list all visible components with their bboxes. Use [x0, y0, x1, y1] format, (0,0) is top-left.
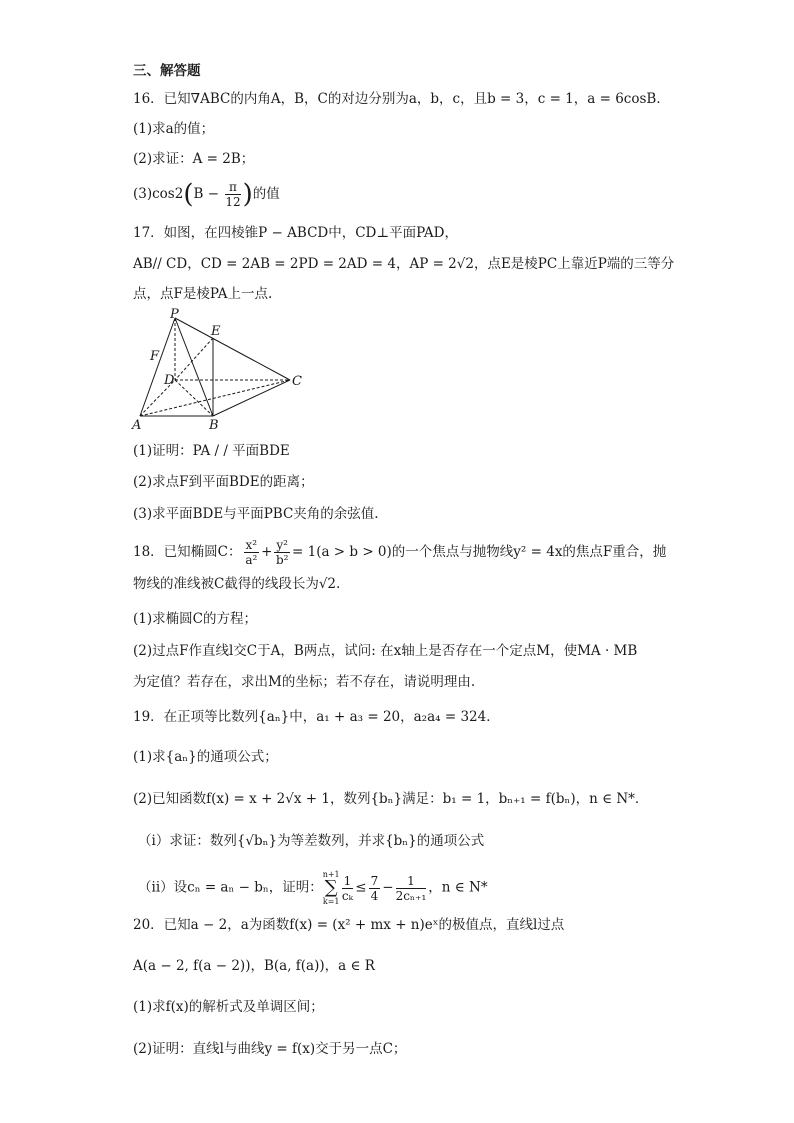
q16-part2: (2)求证：A = 2B；	[133, 151, 255, 167]
q17-part1: (1)证明：PA / / 平面BDE	[133, 443, 290, 459]
q16-part3-post: 的值	[252, 186, 280, 202]
q19-stem: 19．在正项等比数列{aₙ}中，a₁ + a₃ = 20，a₂a₄ = 324．	[133, 709, 500, 725]
q20-line2: A(a − 2, f(a − 2))，B(a, f(a))，a ∈ R	[133, 958, 375, 974]
section-heading: 三、解答题	[133, 63, 201, 79]
q20-part1: (1)求f(x)的解析式及单调区间；	[133, 999, 324, 1015]
q20-part2: (2)证明：直线l与曲线y = f(x)交于另一点C；	[133, 1041, 407, 1057]
q18-part2: (2)过点F作直线l交C于A，B两点，试问: 在x轴上是否存在一个定点M，使MA · MB	[133, 643, 638, 659]
q19-part2: (2)已知函数f(x) = x + 2√x + 1，数列{bₙ}满足：b₁ = 1，bₙ₊₁ = f(bₙ)，n ∈ N*．	[133, 791, 649, 807]
edge-db	[175, 380, 213, 416]
edge-ac	[140, 380, 290, 416]
q18-part2b: 为定值？若存在，求出M的坐标；若不存在，请说明理由.	[133, 674, 476, 690]
q18-line2: 物线的准线被C截得的线段长为√2.	[133, 576, 341, 592]
summation: n+1 ∑ k=1	[322, 870, 340, 906]
edge-pa	[140, 318, 175, 416]
q17-part3: (3)求平面BDE与平面PBC夹角的余弦值.	[133, 506, 379, 522]
q16-part3-pre: (3)cos2	[133, 186, 184, 202]
edge-pb	[175, 318, 213, 416]
pyramid-figure	[130, 308, 310, 430]
q17-line2: AB// CD，CD = 2AB = 2PD = 2AD = 4，AP = 2√2，点E是棱PC上靠近P端的三等分	[133, 256, 675, 272]
q17-line1: 17．如图，在四棱锥P − ABCD中，CD⊥平面PAD，	[133, 225, 458, 241]
label-f: F	[150, 349, 160, 364]
q19-part1: (1)求{aₙ}的通项公式；	[133, 749, 278, 765]
label-e: E	[211, 324, 221, 339]
q20-stem: 20．已知a − 2，a为函数f(x) = (x² + mx + n)eˣ的极值点，直线l过点	[133, 917, 565, 933]
q16-fraction: $\frac{\pi}{12}$	[225, 180, 241, 209]
q19-part-ii: （ii）设cₙ = aₙ − bₙ，证明： n+1 ∑ k=1 $\frac{1}{\text{cₖ}}$ ≤ $\frac{7}{4}$ − $\frac{1}{\text{2cₙ₊₁}}$ ，n ∈ N*	[138, 870, 488, 906]
edge-ed	[175, 338, 213, 380]
label-a: A	[132, 418, 142, 430]
label-b: B	[209, 418, 219, 430]
edge-pc	[175, 318, 290, 380]
q18-x-fraction: $\frac{\text{x²}}{\text{a²}}$	[245, 538, 258, 567]
q18-y-fraction: $\frac{\text{y²}}{\text{b²}}$	[275, 538, 289, 567]
q16-stem: 16．已知∇ABC的内角A，B，C的对边分别为a，b，c，且b = 3，c = 1，a = 6cosB．	[133, 91, 670, 107]
label-d: D	[164, 373, 175, 388]
label-c: C	[292, 374, 302, 389]
q19-part-i: （i）求证：数列{√bₙ}为等差数列，并求{bₙ}的通项公式	[138, 833, 485, 849]
q17-line3: 点，点F是棱PA上一点.	[133, 286, 273, 302]
q16-part3-inner: B −	[193, 186, 220, 202]
q18-line1: 18．已知椭圆C： $\frac{\text{x²}}{\text{a²}}$ + $\frac{\text{y²}}{\text{b²}}$ = 1(a > b > 0)的一个焦点与抛物线y² = 4x的焦点F重合，抛	[133, 538, 667, 567]
edge-bc	[213, 380, 290, 416]
q18-part1: (1)求椭圆C的方程；	[133, 611, 257, 627]
q16-part3: (3)cos2(B − $\frac{\pi}{12}$ )的值	[133, 179, 280, 210]
label-p: P	[170, 308, 179, 322]
q17-part2: (2)求点F到平面BDE的距离；	[133, 474, 314, 490]
q16-part1: (1)求a的值；	[133, 121, 215, 137]
